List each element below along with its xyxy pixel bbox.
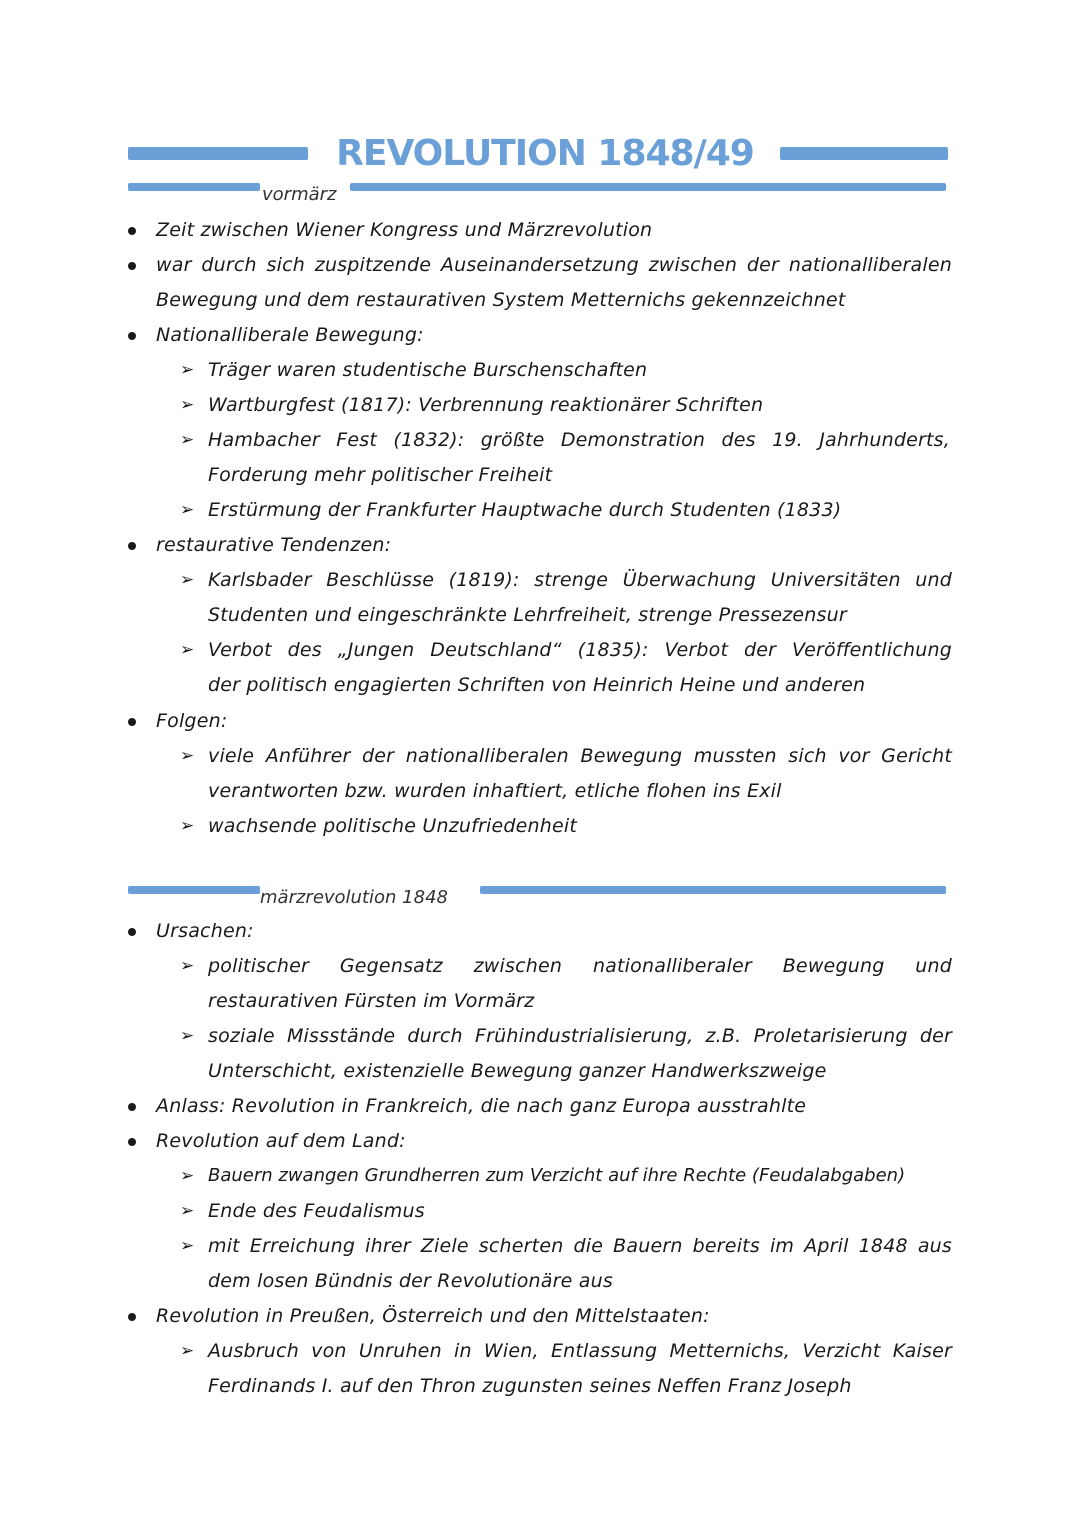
section-bar-right (350, 183, 946, 191)
bullet-icon (128, 227, 136, 235)
list-item-heading: Revolution auf dem Land: (156, 1130, 406, 1152)
sub-list-item: Verbot des „Jungen Deutschland“ (1835): Verbot der Veröffentlichung (208, 639, 952, 661)
list-item: war durch sich zuspitzende Auseinandersetzung zwischen der nationalliberalen (156, 254, 952, 276)
arrow-bullet-icon: ➢ (180, 1341, 195, 1361)
section-header-maerzrevolution (128, 884, 946, 910)
arrow-bullet-icon: ➢ (180, 956, 195, 976)
list-item-heading: restaurative Tendenzen: (156, 534, 392, 556)
section-title: vormärz (262, 184, 337, 205)
bullet-icon (128, 718, 136, 726)
sub-list-item: Bauern zwangen Grundherren zum Verzicht auf ihre Rechte (Feudalabgaben) (208, 1165, 906, 1186)
arrow-bullet-icon: ➢ (180, 640, 195, 660)
arrow-bullet-icon: ➢ (180, 430, 195, 450)
page-title: REVOLUTION 1848/49 (336, 133, 754, 174)
sub-list-item: mit Erreichung ihrer Ziele scherten die Bauern bereits im April 1848 aus (208, 1235, 952, 1257)
sub-list-item: viele Anführer der nationalliberalen Bewegung mussten sich vor Gericht (208, 745, 952, 767)
bullet-icon (128, 1138, 136, 1146)
arrow-bullet-icon: ➢ (180, 1166, 195, 1186)
sub-list-item: Wartburgfest (1817): Verbrennung reaktionärer Schriften (208, 394, 764, 416)
list-item-heading: Ursachen: (156, 920, 254, 942)
sub-list-item-continuation: Studenten und eingeschränkte Lehrfreiheit, strenge Pressezensur (208, 604, 847, 626)
sub-list-item-continuation: Ferdinands I. auf den Thron zugunsten seines Neffen Franz Joseph (208, 1375, 852, 1397)
arrow-bullet-icon: ➢ (180, 1026, 195, 1046)
bullet-icon (128, 332, 136, 340)
section-header-vormaerz (128, 181, 946, 207)
section-bar-left (128, 886, 260, 894)
sub-list-item-continuation: Forderung mehr politischer Freiheit (208, 464, 553, 486)
list-item: Anlass: Revolution in Frankreich, die nach ganz Europa ausstrahlte (156, 1095, 807, 1117)
list-item-heading: Nationalliberale Bewegung: (156, 324, 424, 346)
sub-list-item-continuation: verantworten bzw. wurden inhaftiert, etliche flohen ins Exil (208, 780, 782, 802)
arrow-bullet-icon: ➢ (180, 395, 195, 415)
list-item-heading: Folgen: (156, 710, 228, 732)
arrow-bullet-icon: ➢ (180, 500, 195, 520)
sub-list-item-continuation: Unterschicht, existenzielle Bewegung ganzer Handwerkszweige (208, 1060, 827, 1082)
list-item: Zeit zwischen Wiener Kongress und Märzrevolution (156, 219, 653, 241)
arrow-bullet-icon: ➢ (180, 360, 195, 380)
sub-list-item-continuation: restaurativen Fürsten im Vormärz (208, 990, 535, 1012)
section-bar-right (480, 886, 946, 894)
arrow-bullet-icon: ➢ (180, 816, 195, 836)
sub-list-item: Ende des Feudalismus (208, 1200, 425, 1222)
sub-list-item: Ausbruch von Unruhen in Wien, Entlassung Metternichs, Verzicht Kaiser (208, 1340, 952, 1362)
list-item-continuation: Bewegung und dem restaurativen System Metternichs gekennzeichnet (156, 289, 846, 311)
sub-list-item-continuation: dem losen Bündnis der Revolutionäre aus (208, 1270, 613, 1292)
sub-list-item: wachsende politische Unzufriedenheit (208, 815, 578, 837)
sub-list-item: politischer Gegensatz zwischen nationalliberaler Bewegung und (208, 955, 952, 977)
bullet-icon (128, 262, 136, 270)
sub-list-item-continuation: der politisch engagierten Schriften von Heinrich Heine und anderen (208, 674, 866, 696)
bullet-icon (128, 928, 136, 936)
title-bar-left (128, 147, 308, 160)
bullet-icon (128, 542, 136, 550)
section-bar-left (128, 183, 260, 191)
arrow-bullet-icon: ➢ (180, 570, 195, 590)
sub-list-item: Träger waren studentische Burschenschaften (208, 359, 648, 381)
sub-list-item: Karlsbader Beschlüsse (1819): strenge Überwachung Universitäten und (208, 569, 952, 591)
title-row (128, 132, 948, 176)
title-bar-right (780, 147, 948, 160)
bullet-icon (128, 1313, 136, 1321)
sub-list-item: soziale Missstände durch Frühindustrialisierung, z.B. Proletarisierung der (208, 1025, 952, 1047)
section-title: märzrevolution 1848 (260, 887, 448, 908)
arrow-bullet-icon: ➢ (180, 1236, 195, 1256)
list-item-heading: Revolution in Preußen, Österreich und den Mittelstaaten: (156, 1305, 710, 1327)
sub-list-item: Hambacher Fest (1832): größte Demonstration des 19. Jahrhunderts, (208, 429, 950, 451)
sub-list-item: Erstürmung der Frankfurter Hauptwache durch Studenten (1833) (208, 499, 842, 521)
bullet-icon (128, 1103, 136, 1111)
arrow-bullet-icon: ➢ (180, 746, 195, 766)
arrow-bullet-icon: ➢ (180, 1201, 195, 1221)
